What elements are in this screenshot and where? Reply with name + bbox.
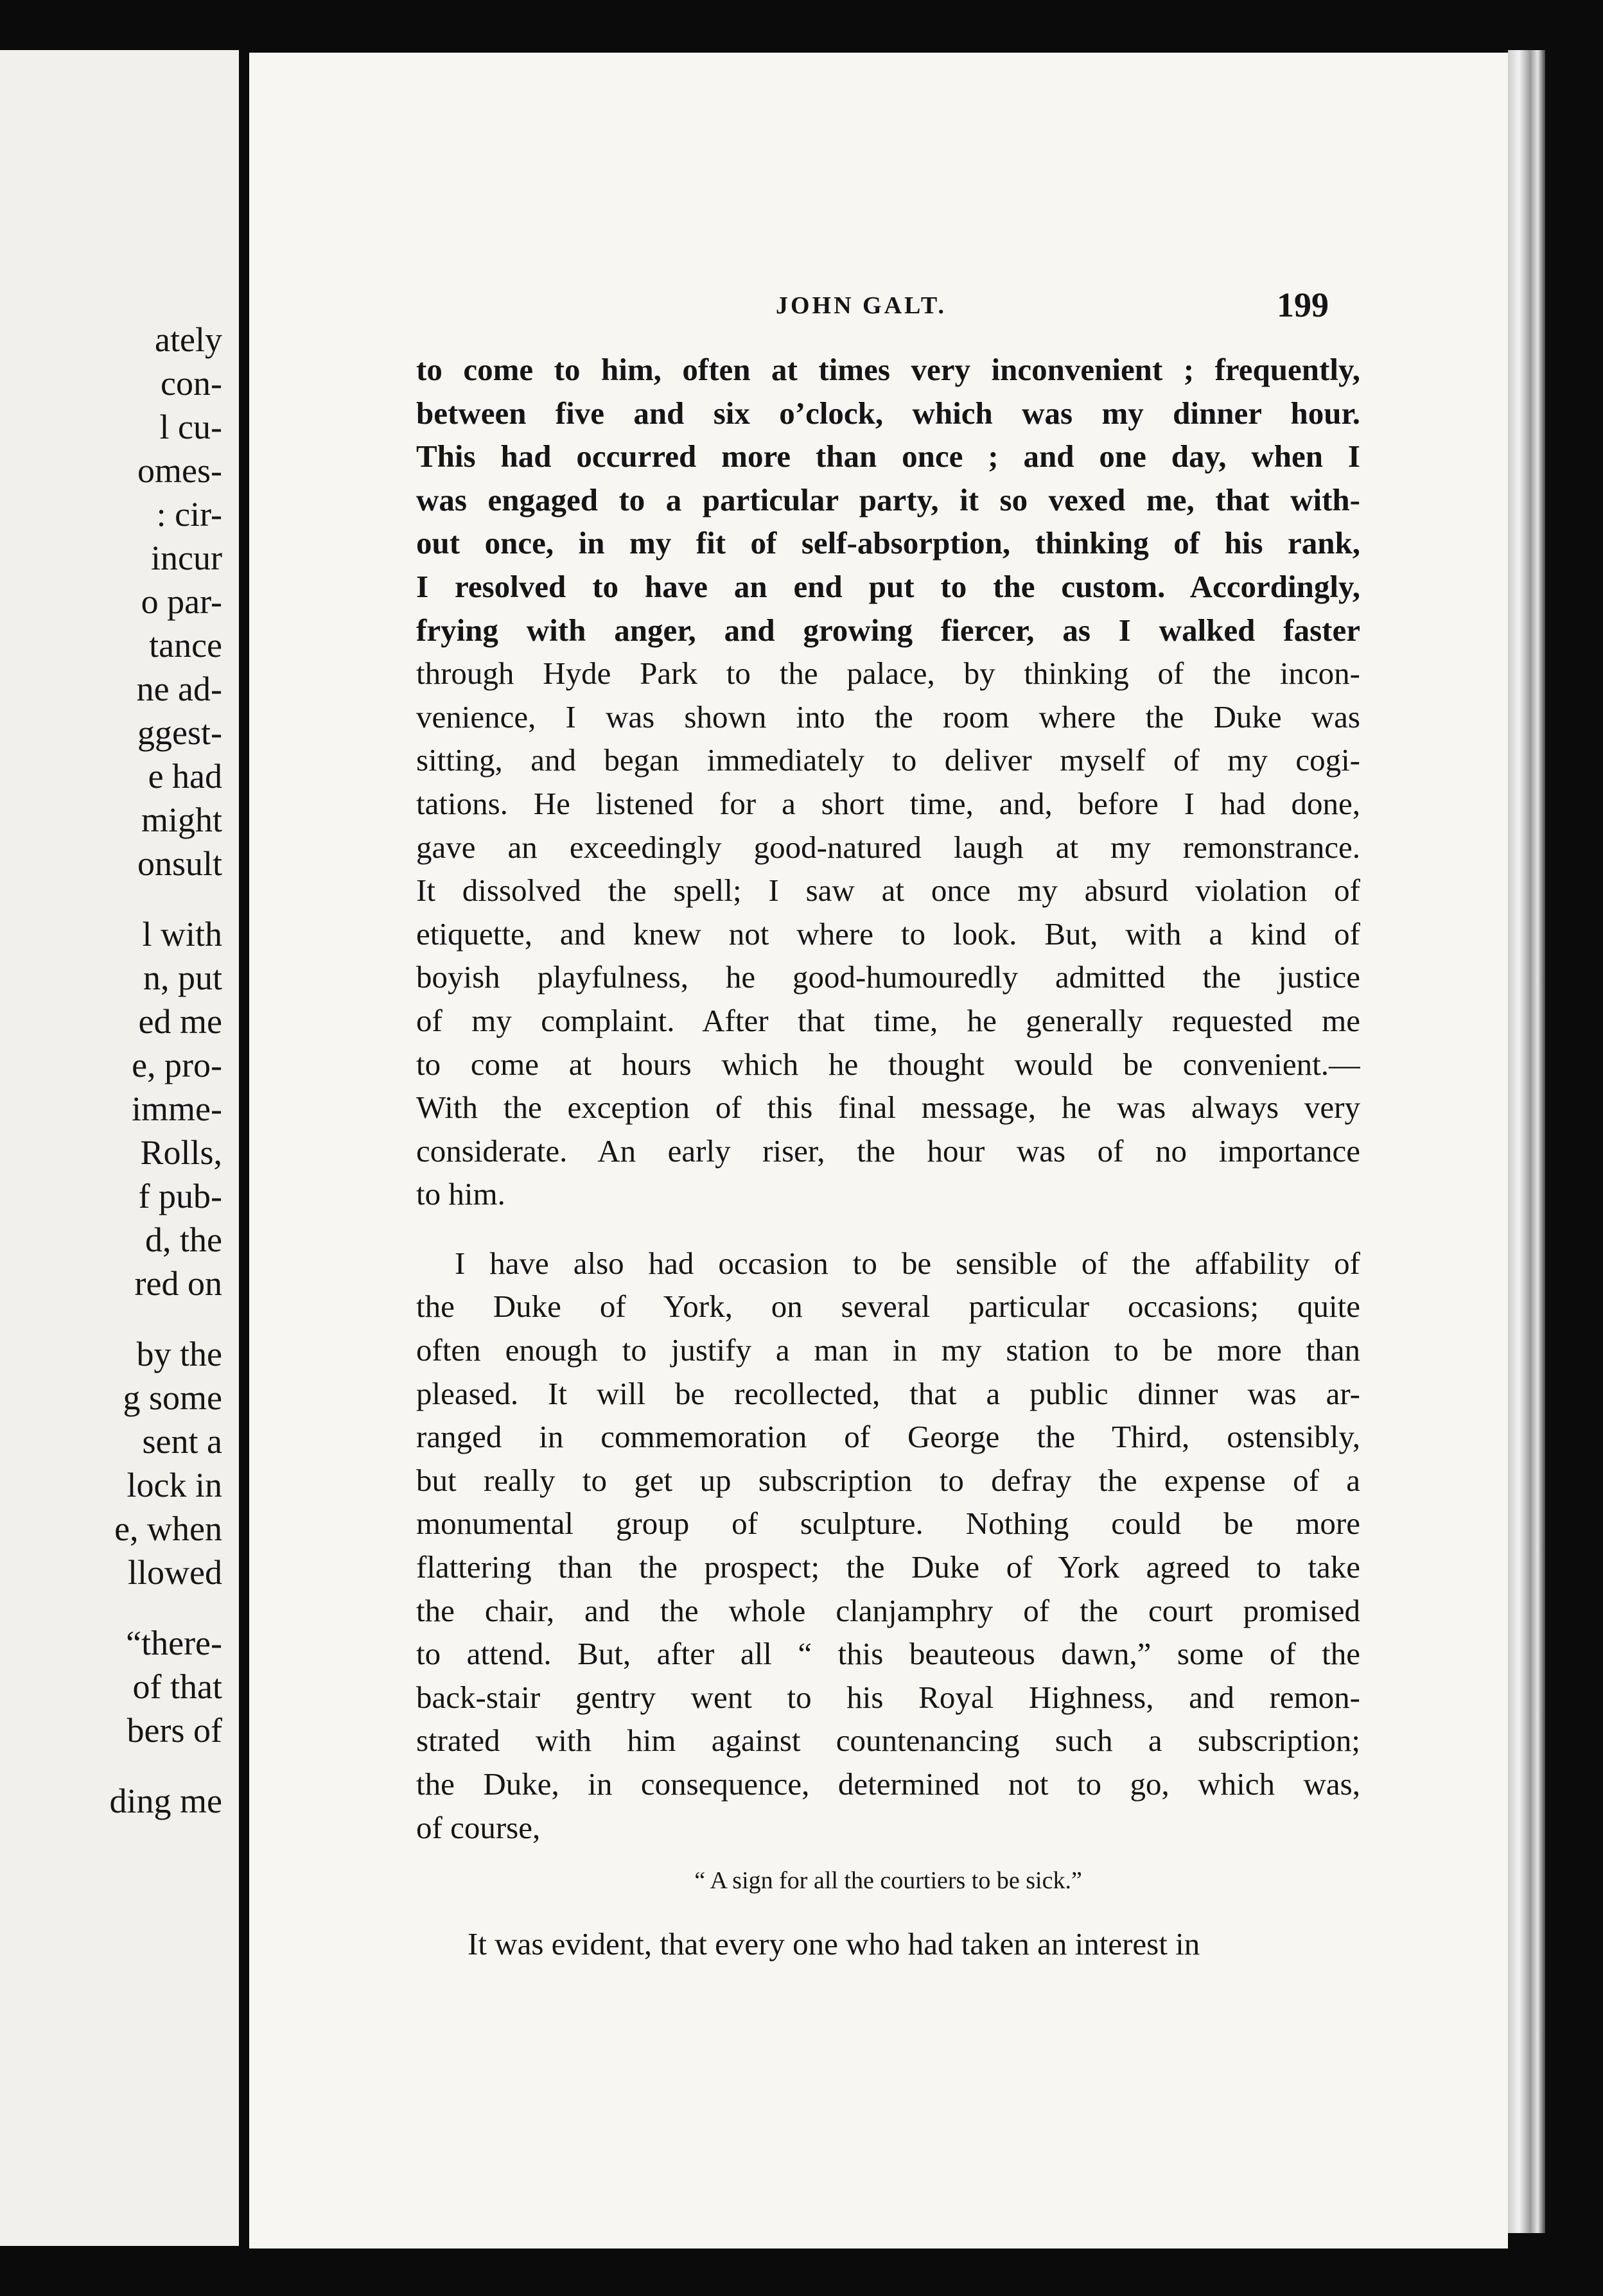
text-line: gave an exceedingly good-natured laugh at my remonstrance. xyxy=(416,829,1360,865)
text-line: to him. xyxy=(416,1176,505,1212)
text-line: frying with anger, and growing fiercer, as I walked faster xyxy=(416,612,1360,648)
text-line: between five and six o’clock, which was my dinner hour. xyxy=(416,395,1360,431)
text-line: out once, in my fit of self-absorption, thinking of his rank, xyxy=(416,525,1360,561)
text-line: With the exception of this final message, he was always very xyxy=(416,1090,1360,1126)
text-fragment: g some xyxy=(123,1378,222,1417)
text-line: ranged in commemoration of George the Third, ostensibly, xyxy=(416,1419,1360,1455)
text-fragment: e had xyxy=(148,757,222,796)
text-line: to come to him, often at times very inconvenient ; frequently, xyxy=(416,352,1360,387)
text-line: considerate. An early riser, the hour was of no importance xyxy=(416,1133,1360,1169)
text-fragment: “there- xyxy=(126,1624,222,1662)
text-fragment: llowed xyxy=(128,1553,222,1592)
text-fragment: : cir- xyxy=(156,495,222,534)
text-fragment: lock in xyxy=(127,1466,222,1504)
text-line: the Duke of York, on several particular occasions; quite xyxy=(416,1289,1360,1325)
text-line: sitting, and began immediately to deliver myself of my cogi- xyxy=(416,742,1360,778)
text-fragment: ding me xyxy=(109,1782,222,1820)
body-text xyxy=(416,348,1360,1966)
text-line: was engaged to a particular party, it so vexed me, that with- xyxy=(416,482,1360,517)
paragraph-2 xyxy=(416,1242,1360,1849)
text-fragment: l cu- xyxy=(159,408,222,446)
book-page xyxy=(249,53,1508,2248)
text-fragment: o par- xyxy=(141,582,222,621)
closing-line: It was evident, that every one who had taken an interest in xyxy=(468,1926,1200,1962)
text-fragment: n, put xyxy=(143,959,222,997)
text-line: flattering than the prospect; the Duke of York agreed to take xyxy=(416,1549,1360,1585)
text-line: venience, I was shown into the room where the Duke was xyxy=(416,699,1360,735)
text-fragment: f pub- xyxy=(138,1177,222,1215)
running-head: JOHN GALT. xyxy=(776,292,947,319)
text-fragment: omes- xyxy=(137,451,222,490)
text-fragment: ed me xyxy=(138,1002,222,1041)
text-line: It dissolved the spell; I saw at once my absurd violation of xyxy=(416,873,1360,909)
previous-page-fragment xyxy=(0,50,239,2246)
text-line: strated with him against countenancing such a subscription; xyxy=(416,1723,1360,1759)
text-line: of my complaint. After that time, he generally requested me xyxy=(416,1002,1360,1038)
text-line: tations. He listened for a short time, and, before I had done, xyxy=(416,785,1360,821)
text-line: boyish playfulness, he good-humouredly admitted the justice xyxy=(416,959,1360,995)
text-line: of course, xyxy=(416,1809,541,1845)
text-line: I have also had occasion to be sensible of the affability of xyxy=(455,1245,1360,1281)
text-line: to come at hours which he thought would be convenient.— xyxy=(416,1046,1360,1082)
text-fragment: ne ad- xyxy=(136,670,222,708)
text-fragment: tance xyxy=(149,626,222,665)
text-fragment: of that xyxy=(132,1667,222,1706)
block-quote: “ A sign for all the courtiers to be sick.” xyxy=(694,1867,1082,1895)
text-fragment: Rolls, xyxy=(140,1133,222,1172)
text-fragment: incur xyxy=(151,539,222,577)
text-line: back-stair gentry went to his Royal Highness, and remon- xyxy=(416,1679,1360,1715)
text-fragment: ggest- xyxy=(137,713,222,752)
text-line: etiquette, and knew not where to look. But, with a kind of xyxy=(416,916,1360,952)
text-line: but really to get up subscription to defray the expense of a xyxy=(416,1462,1360,1498)
page-number: 199 xyxy=(1277,286,1329,324)
text-fragment: by the xyxy=(136,1335,222,1373)
text-fragment: con- xyxy=(161,364,222,403)
text-fragment: ately xyxy=(155,320,222,359)
text-fragment: bers of xyxy=(127,1711,222,1750)
text-fragment: e, when xyxy=(114,1509,222,1548)
text-fragment: onsult xyxy=(137,844,222,883)
text-line: I resolved to have an end put to the custom. Accordingly, xyxy=(416,568,1360,604)
text-line: monumental group of sculpture. Nothing could be more xyxy=(416,1506,1360,1542)
page-header xyxy=(249,285,1508,330)
paragraph-1 xyxy=(416,348,1360,1216)
text-fragment: sent a xyxy=(142,1422,222,1461)
text-fragment: l with xyxy=(142,915,222,953)
text-fragment: might xyxy=(141,801,222,839)
text-fragment: d, the xyxy=(145,1221,222,1259)
text-line: the Duke, in consequence, determined not to go, which was, xyxy=(416,1766,1360,1802)
text-line: pleased. It will be recollected, that a public dinner was ar- xyxy=(416,1375,1360,1411)
text-line: often enough to justify a man in my station to be more than xyxy=(416,1332,1360,1368)
text-fragment: e, pro- xyxy=(132,1046,222,1084)
text-line: through Hyde Park to the palace, by thinking of the incon- xyxy=(416,656,1360,691)
text-fragment: red on xyxy=(134,1264,222,1303)
text-fragment: imme- xyxy=(132,1090,222,1128)
text-line: the chair, and the whole clanjamphry of the court promised xyxy=(416,1592,1360,1628)
text-line: This had occurred more than once ; and one day, when I xyxy=(416,439,1360,474)
page-edge xyxy=(1508,50,1545,2233)
text-line: to attend. But, after all “ this beauteous dawn,” some of the xyxy=(416,1636,1360,1672)
